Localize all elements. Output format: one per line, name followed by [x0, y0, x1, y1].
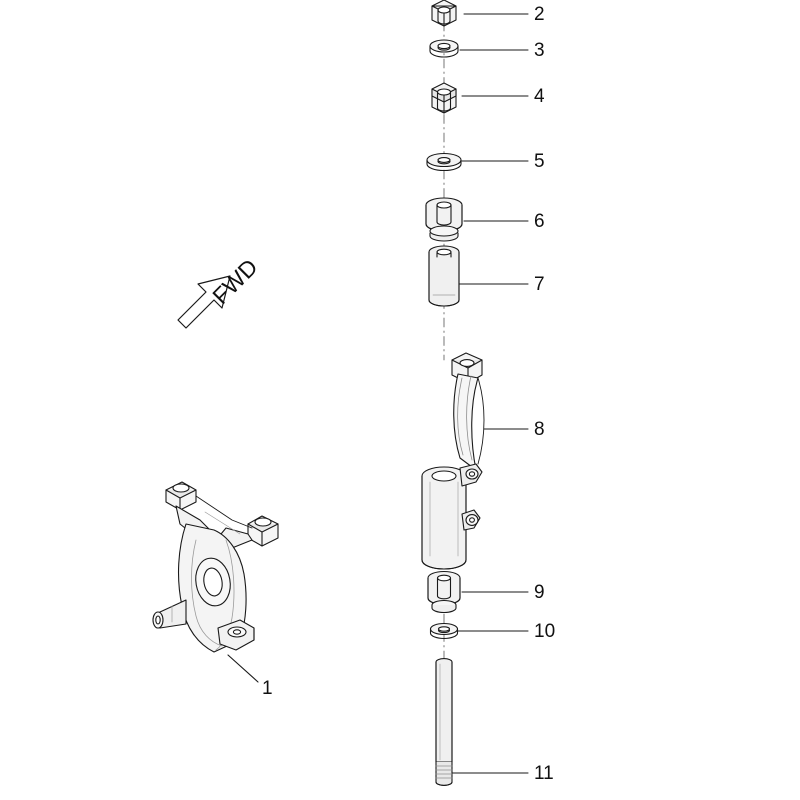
- part-hex-spacer-nut: [432, 83, 456, 113]
- callout-number-9: 9: [534, 582, 545, 603]
- callout-number-8: 8: [534, 419, 545, 440]
- fwd-label: FWD: [207, 253, 263, 310]
- callout-number-1: 1: [262, 678, 273, 699]
- callout-number-11: 11: [534, 763, 554, 784]
- callout-number-5: 5: [534, 151, 545, 172]
- callout-number-6: 6: [534, 211, 545, 232]
- callout-number-7: 7: [534, 274, 545, 295]
- callout-number-4: 4: [534, 86, 545, 107]
- part-upper-bushing: [426, 198, 462, 241]
- part-upper-control-arm: [422, 353, 484, 569]
- part-sleeve-spacer: [429, 246, 459, 306]
- part-hex-nut: [432, 0, 456, 26]
- leader-lines: [228, 14, 528, 773]
- part-lower-bushing: [428, 572, 460, 613]
- part-steering-knuckle: [153, 482, 278, 652]
- callout-number-3: 3: [534, 40, 545, 61]
- part-pivot-shaft-bolt: [436, 659, 452, 786]
- part-flat-washer: [427, 154, 461, 171]
- callout-number-2: 2: [534, 4, 545, 25]
- callout-number-10: 10: [534, 621, 556, 642]
